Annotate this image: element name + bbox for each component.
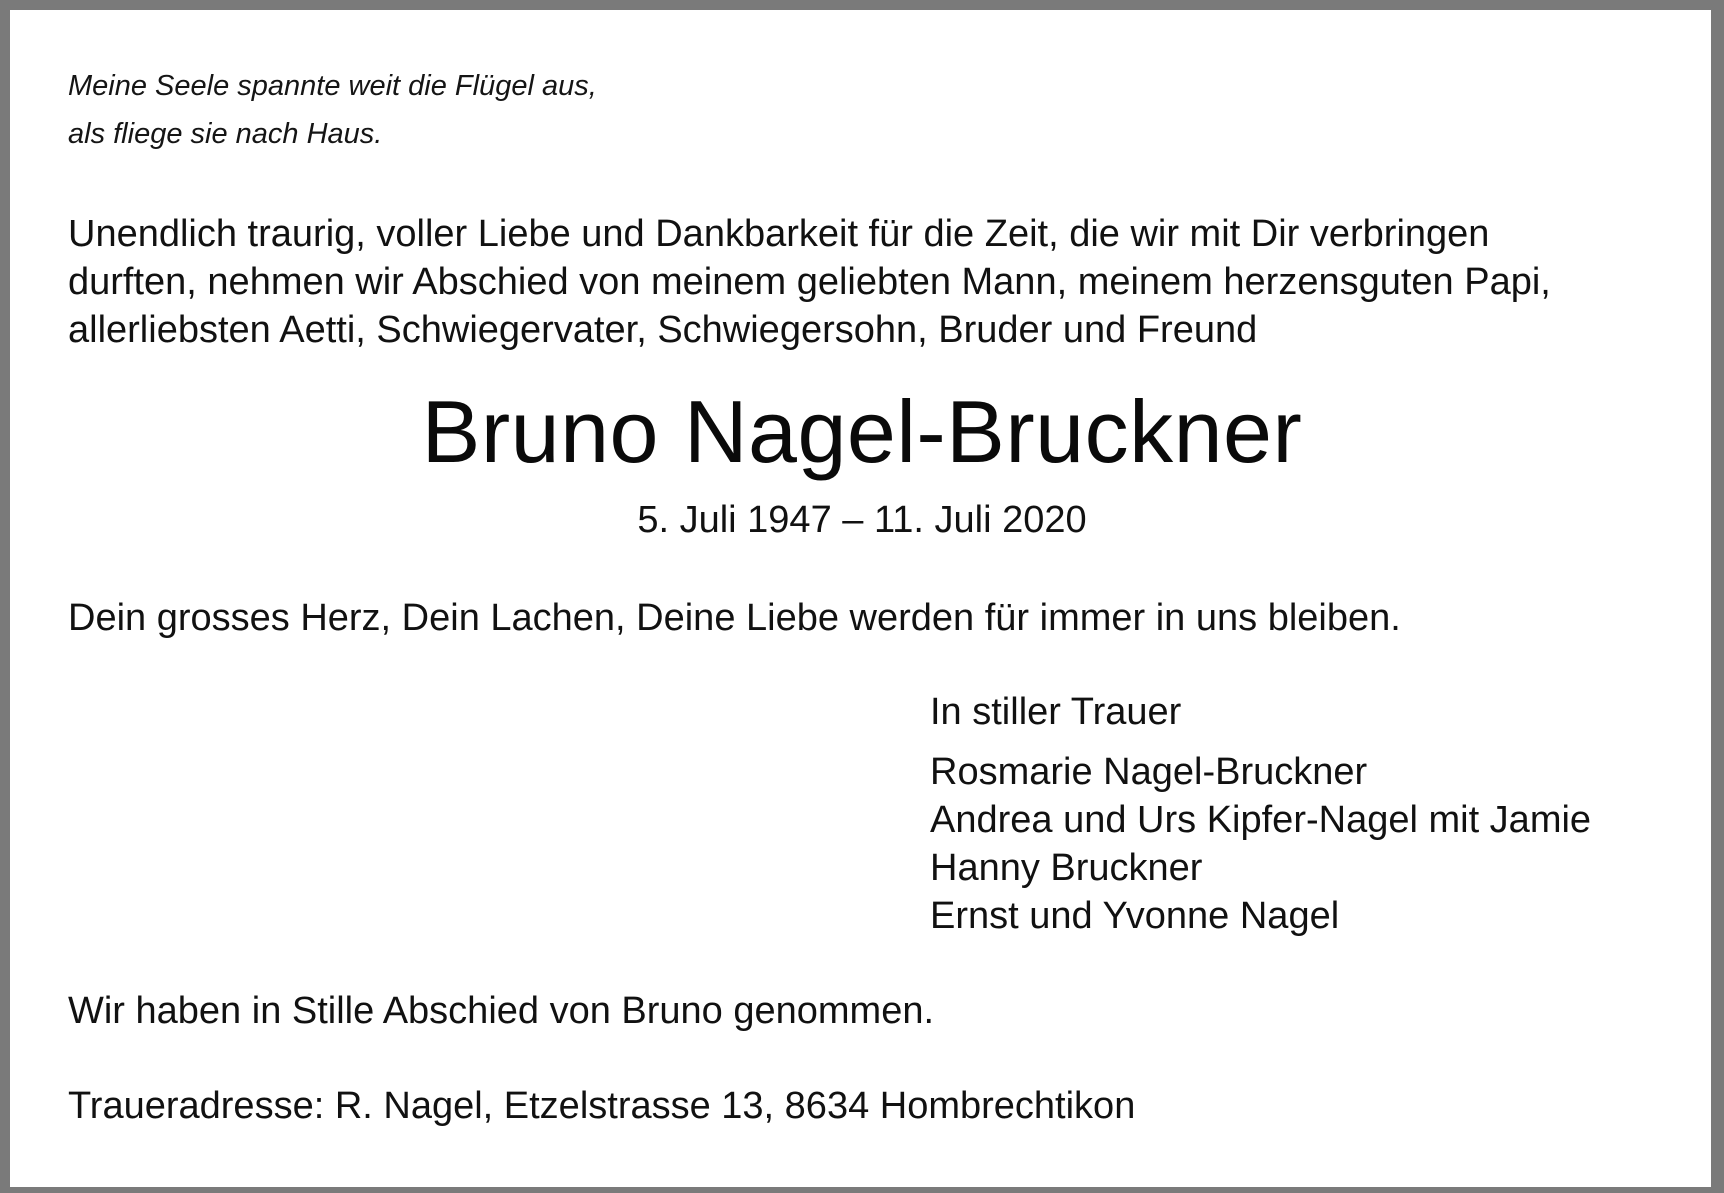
deceased-name: Bruno Nagel-Bruckner <box>421 382 1303 481</box>
mourners-lead: In stiller Trauer <box>930 691 1182 733</box>
motto-line-2: als fliege sie nach Haus. <box>68 118 383 150</box>
closing-text: Wir haben in Stille Abschied von Bruno genommen. <box>68 990 935 1032</box>
motto-verse <box>68 62 597 158</box>
mourner-name: Hanny Bruckner <box>930 847 1203 889</box>
intro-paragraph <box>68 210 1668 354</box>
intro-line-2: durften, nehmen wir Abschied von meinem geliebten Mann, meinem herzensguten Papi, <box>68 261 1551 303</box>
life-dates: 5. Juli 1947 – 11. Juli 2020 <box>637 499 1087 541</box>
mourners-list <box>930 748 1591 940</box>
mourner-name: Rosmarie Nagel-Bruckner <box>930 751 1368 793</box>
intro-line-3: allerliebsten Aetti, Schwiegervater, Schwiegersohn, Bruder und Freund <box>68 309 1258 351</box>
tribute-text: Dein grosses Herz, Dein Lachen, Deine Liebe werden für immer in uns bleiben. <box>68 597 1401 639</box>
mourners-block <box>930 688 1591 940</box>
mourning-address: Traueradresse: R. Nagel, Etzelstrasse 13, 8634 Hombrechtikon <box>68 1085 1136 1127</box>
mourner-name: Andrea und Urs Kipfer-Nagel mit Jamie <box>930 799 1592 841</box>
motto-line-1: Meine Seele spannte weit die Flügel aus, <box>68 70 597 102</box>
mourner-name: Ernst und Yvonne Nagel <box>930 895 1340 937</box>
intro-line-1: Unendlich traurig, voller Liebe und Dankbarkeit für die Zeit, die wir mit Dir verbringen <box>68 213 1490 255</box>
